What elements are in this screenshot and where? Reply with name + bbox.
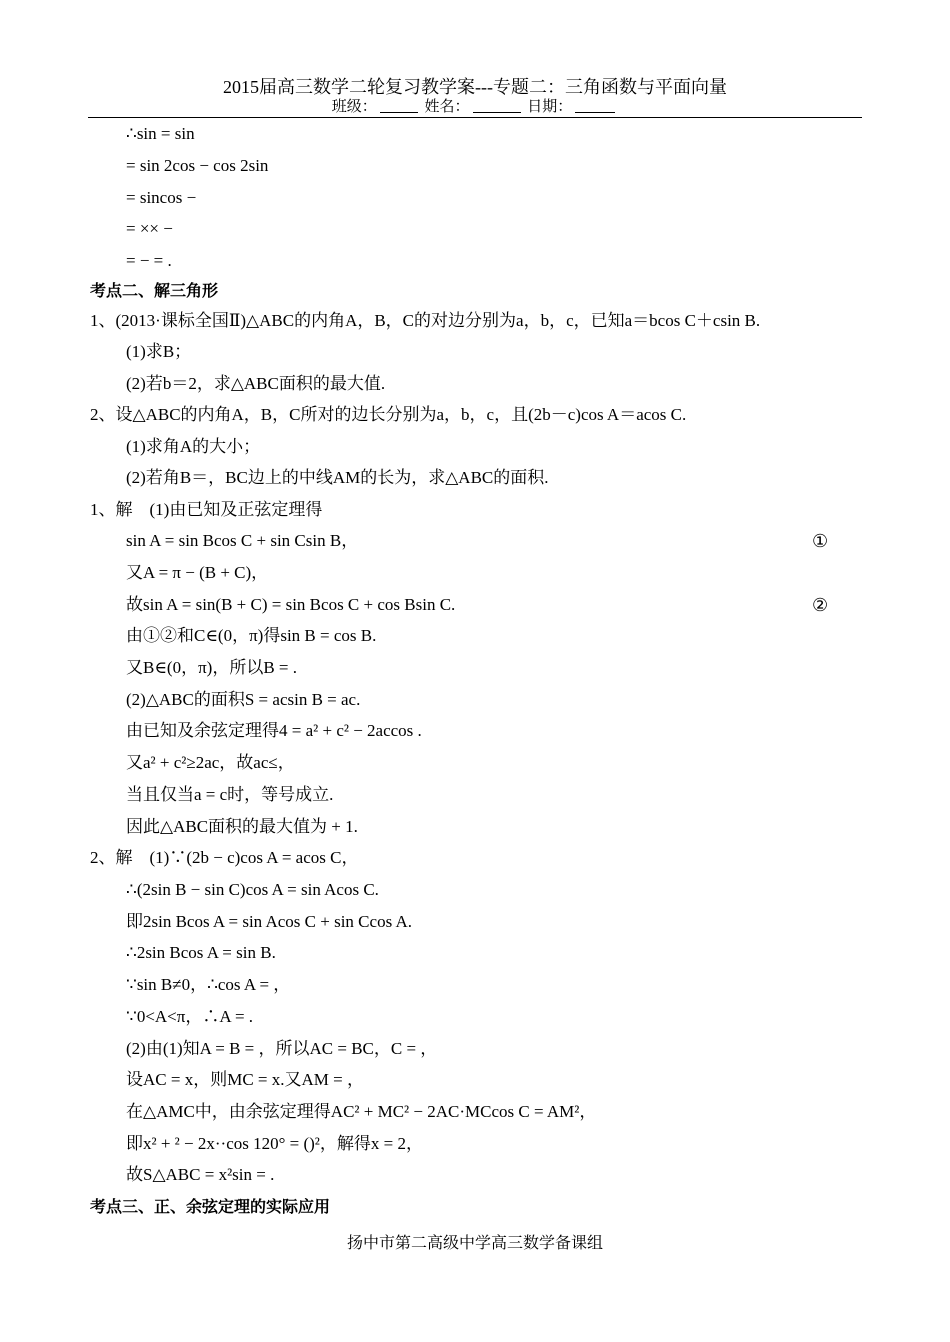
line-text: 又a² + c²≥2ac，故ac≤， bbox=[126, 753, 295, 772]
line-text: 1、解 (1)由已知及正弦定理得 bbox=[90, 500, 323, 519]
line-text: (2)△ABC的面积S = acsin B = ac. bbox=[126, 690, 361, 709]
line-text: sin A = sin Bcos C + sin Csin B， bbox=[126, 531, 359, 550]
name-label: 姓名： bbox=[424, 99, 470, 115]
line-text: 考点三、正、余弦定理的实际应用 bbox=[90, 1197, 331, 1216]
line-text: 故S△ABC = x²sin = . bbox=[126, 1165, 275, 1184]
line-text: ∵0<A<π，∴A = . bbox=[126, 1007, 254, 1026]
line-text: (2)由(1)知A = B = ，所以AC = BC，C = ， bbox=[126, 1039, 438, 1058]
line-text: (1)求角A的大小； bbox=[126, 437, 261, 456]
line-text: 又B∈(0，π)，所以B = . bbox=[126, 658, 298, 677]
line-text: 1、(2013·课标全国Ⅱ)△ABC的内角A，B，C的对边分别为a，b，c，已知a＝bcos C＋csin B. bbox=[90, 311, 761, 330]
line-text: 在△AMC中，由余弦定理得AC² + MC² − 2AC·MCcos C = AM²， bbox=[126, 1102, 597, 1121]
line-text: ∴(2sin B − sin C)cos A = sin Acos C. bbox=[126, 880, 379, 899]
line-text: = sincos − bbox=[126, 188, 197, 207]
header-rule bbox=[88, 117, 862, 118]
line-text: 当且仅当a = c时，等号成立. bbox=[126, 785, 334, 804]
line-text: (1)求B； bbox=[126, 342, 192, 361]
line-text: 由已知及余弦定理得4 = a² + c² − 2accos . bbox=[126, 721, 422, 740]
line-text: = ×× − bbox=[126, 219, 173, 238]
line-text: 即2sin Bcos A = sin Acos C + sin Ccos A. bbox=[126, 912, 413, 931]
line-text: 由①②和C∈(0，π)得sin B = cos B. bbox=[126, 626, 377, 645]
line-text: ∵sin B≠0，∴cos A = ， bbox=[126, 975, 291, 994]
date-label: 日期： bbox=[527, 99, 573, 115]
line-text: = sin 2cos − cos 2sin bbox=[126, 156, 269, 175]
date-blank bbox=[575, 98, 615, 113]
line-text: ∴sin = sin bbox=[126, 124, 195, 143]
equation-tag: ② bbox=[812, 595, 829, 615]
document-header-fields bbox=[0, 98, 950, 116]
line-text: 又A = π − (B + C)， bbox=[126, 563, 269, 582]
line-text: 设AC = x，则MC = x.又AM = ， bbox=[126, 1070, 364, 1089]
class-label: 班级： bbox=[331, 99, 377, 115]
line-text: 即x² + ² − 2x··cos 120° = ()²，解得x = 2， bbox=[126, 1134, 423, 1153]
line-text: (2)若角B＝，BC边上的中线AM的长为，求△ABC的面积. bbox=[126, 468, 549, 487]
equation-tag: ① bbox=[812, 531, 829, 551]
line-text: 因此△ABC面积的最大值为 + 1. bbox=[126, 817, 358, 836]
line-text: (2)若b＝2，求△ABC面积的最大值. bbox=[126, 374, 386, 393]
line-text: 2、设△ABC的内角A，B，C所对的边长分别为a，b，c，且(2b－c)cos A＝acos C. bbox=[90, 405, 687, 424]
line-text: ∴2sin Bcos A = sin B. bbox=[126, 943, 276, 962]
line-text: = − = . bbox=[126, 251, 172, 270]
line-text: 2、解 (1)∵(2b − c)cos A = acos C， bbox=[90, 848, 359, 867]
class-blank bbox=[380, 98, 418, 113]
line-text: 考点二、解三角形 bbox=[90, 281, 219, 300]
line-text: 故sin A = sin(B + C) = sin Bcos C + cos Bsin C. bbox=[126, 595, 456, 614]
document-footer: 扬中市第二高级中学高三数学备课组 bbox=[346, 1235, 603, 1252]
document-header-title: 2015届高三数学二轮复习教学案---专题二：三角函数与平面向量 bbox=[223, 77, 727, 97]
name-blank bbox=[473, 98, 521, 113]
